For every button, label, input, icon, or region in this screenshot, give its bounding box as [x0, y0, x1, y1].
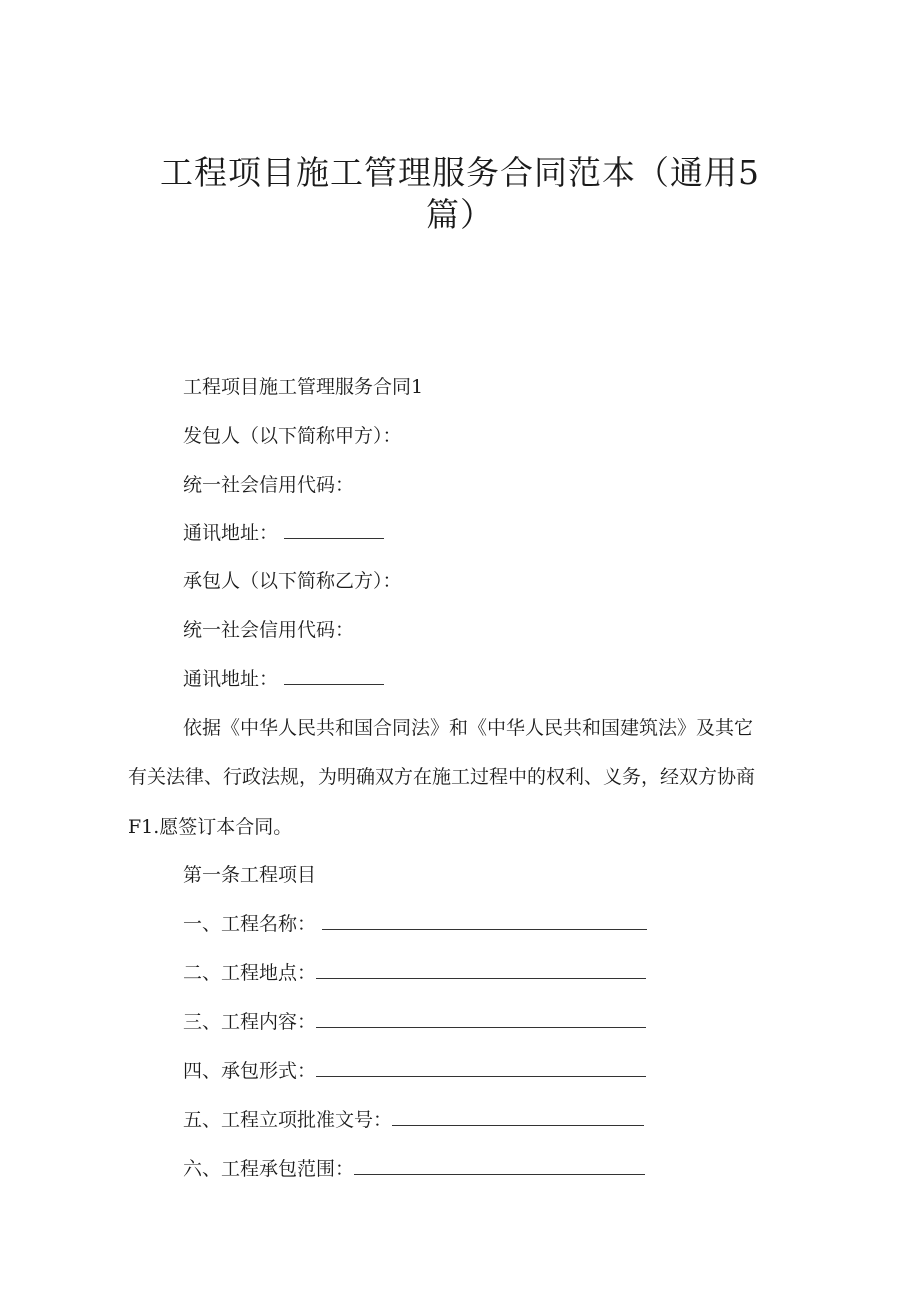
party-a-label: 发包人（以下简称甲方）： — [183, 425, 402, 447]
project-name-blank[interactable] — [322, 911, 647, 930]
project-content-blank[interactable] — [316, 1009, 646, 1028]
project-location-row — [183, 960, 646, 986]
contract-form-blank[interactable] — [316, 1058, 646, 1077]
party-a-credit-code-label: 统一社会信用代码： — [183, 474, 355, 496]
article-1-heading: 第一条工程项目 — [183, 864, 317, 886]
basis-paragraph-line-3: F1.愿签订本合同。 — [128, 816, 293, 838]
party-b-address-blank[interactable] — [284, 666, 384, 685]
contract-form-row — [183, 1058, 646, 1084]
party-a-address-blank[interactable] — [284, 520, 384, 539]
project-location-label: 二、工程地点： — [183, 962, 317, 984]
party-b-credit-code-label: 统一社会信用代码： — [183, 619, 355, 641]
party-b-address-label: 通讯地址： — [183, 668, 279, 690]
project-location-blank[interactable] — [316, 960, 646, 979]
document-title-line-2: 篇） — [426, 195, 494, 234]
project-content-row — [183, 1009, 646, 1035]
party-a-address-label: 通讯地址： — [183, 522, 279, 544]
project-name-row — [183, 911, 647, 937]
contract-form-label: 四、承包形式： — [183, 1060, 317, 1082]
basis-paragraph-line-1: 依据《中华人民共和国合同法》和《中华人民共和国建筑法》及其它 — [183, 717, 754, 739]
party-a-address-row — [183, 520, 384, 546]
project-name-label: 一、工程名称： — [183, 913, 317, 935]
contract-scope-label: 六、工程承包范围： — [183, 1158, 355, 1180]
approval-number-row — [183, 1107, 644, 1133]
contract-scope-row — [183, 1156, 645, 1182]
contract-scope-blank[interactable] — [354, 1156, 645, 1175]
project-content-label: 三、工程内容： — [183, 1011, 317, 1033]
contract-heading: 工程项目施工管理服务合同1 — [183, 376, 424, 398]
basis-paragraph-line-2: 有关法律、行政法规，为明确双方在施工过程中的权利、义务，经双方协商 — [128, 766, 756, 788]
approval-number-label: 五、工程立项批准文号： — [183, 1109, 393, 1131]
approval-number-blank[interactable] — [392, 1107, 644, 1126]
document-title-line-1: 工程项目施工管理服务合同范本（通用5 — [160, 153, 760, 192]
party-b-address-row — [183, 666, 384, 692]
party-b-label: 承包人（以下简称乙方）： — [183, 570, 402, 592]
